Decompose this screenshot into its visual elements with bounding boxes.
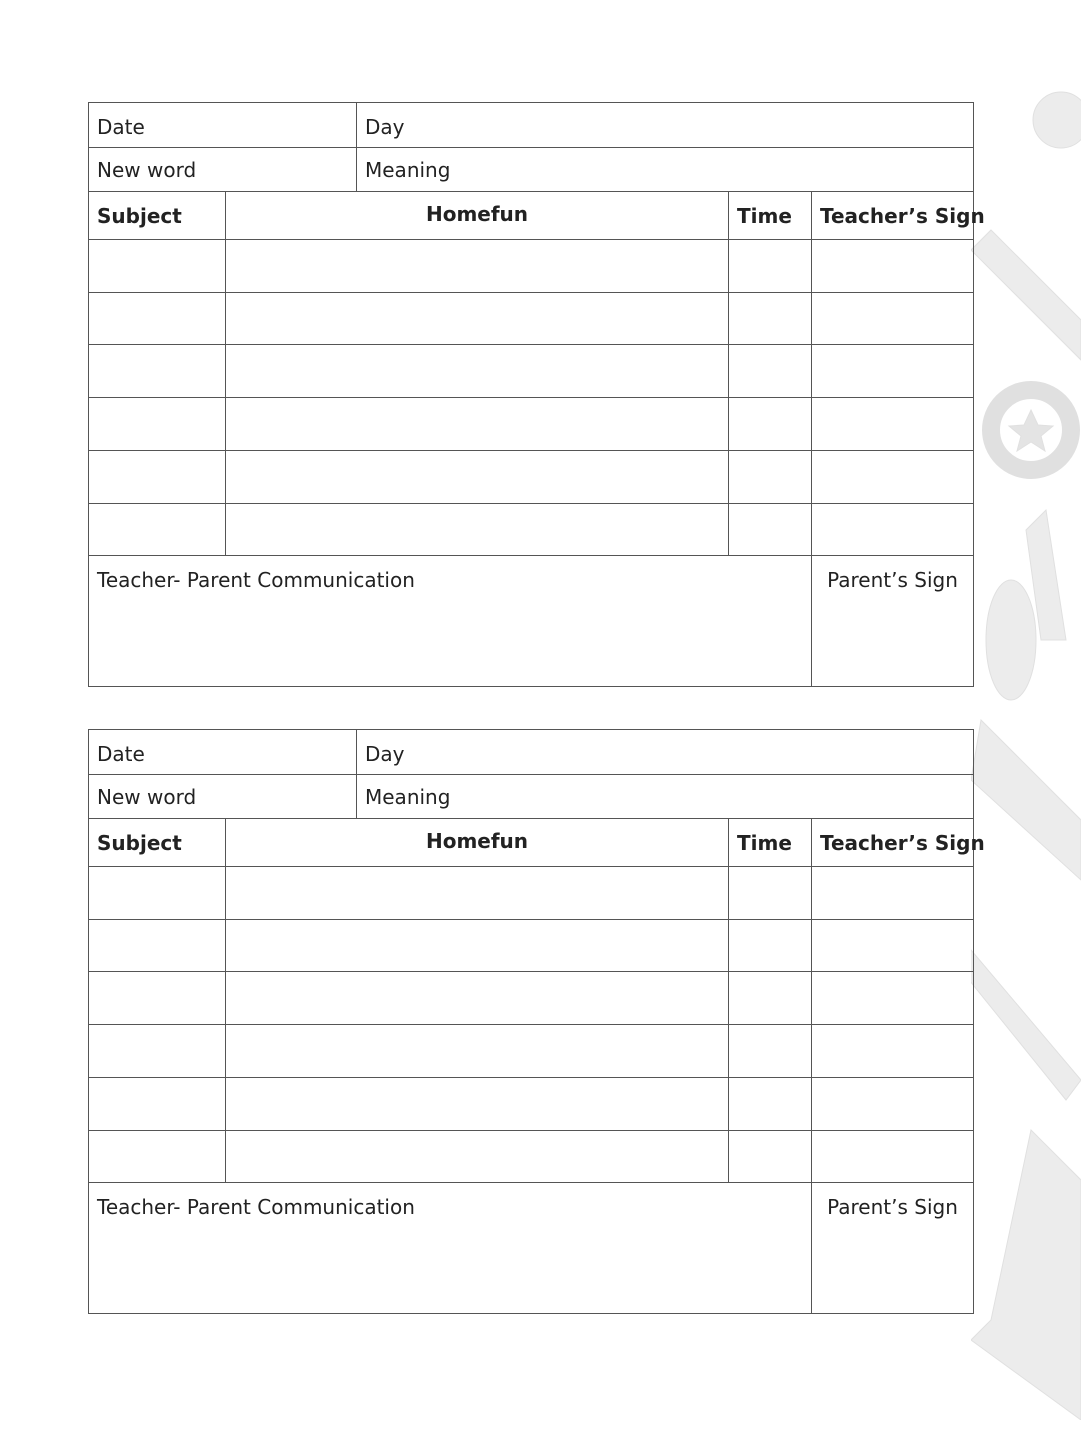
homefun-header-cell <box>225 191 729 240</box>
parents-sign-label: Parent’s Sign <box>827 568 958 592</box>
subject-header-cell <box>88 818 226 867</box>
teachers-sign-header-cell <box>811 818 985 867</box>
homefun-cell[interactable] <box>225 292 729 345</box>
meaning-label: Meaning <box>365 785 451 809</box>
teachers-sign-header: Teacher’s Sign <box>820 204 985 228</box>
meaning-field[interactable] <box>356 774 974 819</box>
homefun-cell[interactable] <box>225 971 729 1025</box>
meaning-field[interactable] <box>356 147 974 192</box>
date-label: Date <box>97 115 145 139</box>
time-cell[interactable] <box>728 866 812 920</box>
subject-header-cell <box>88 191 226 240</box>
new-word-field[interactable] <box>88 774 357 819</box>
homefun-cell[interactable] <box>225 1077 729 1131</box>
subject-cell[interactable] <box>88 239 226 293</box>
time-cell[interactable] <box>728 397 812 451</box>
teachers-sign-header-cell <box>811 191 985 240</box>
subject-cell[interactable] <box>88 397 226 451</box>
meaning-label: Meaning <box>365 158 451 182</box>
homefun-cell[interactable] <box>225 397 729 451</box>
teachers-sign-cell[interactable] <box>811 344 974 398</box>
communication-label: Teacher- Parent Communication <box>97 568 415 592</box>
subject-cell[interactable] <box>88 919 226 972</box>
subject-cell[interactable] <box>88 1077 226 1131</box>
new-word-field[interactable] <box>88 147 357 192</box>
subject-cell[interactable] <box>88 1024 226 1078</box>
homefun-cell[interactable] <box>225 503 729 556</box>
homefun-header: Homefun <box>425 829 529 853</box>
date-field[interactable] <box>88 729 357 775</box>
time-cell[interactable] <box>728 1024 812 1078</box>
time-cell[interactable] <box>728 239 812 293</box>
subject-header: Subject <box>97 204 182 228</box>
time-cell[interactable] <box>728 919 812 972</box>
teachers-sign-header: Teacher’s Sign <box>820 831 985 855</box>
day-field[interactable] <box>356 102 974 148</box>
subject-cell[interactable] <box>88 503 226 556</box>
new-word-label: New word <box>97 158 197 182</box>
homefun-cell[interactable] <box>225 1130 729 1183</box>
time-cell[interactable] <box>728 450 812 504</box>
time-cell[interactable] <box>728 292 812 345</box>
time-cell[interactable] <box>728 1077 812 1131</box>
teachers-sign-cell[interactable] <box>811 1130 974 1183</box>
subject-cell[interactable] <box>88 344 226 398</box>
teachers-sign-cell[interactable] <box>811 971 974 1025</box>
time-cell[interactable] <box>728 344 812 398</box>
homefun-cell[interactable] <box>225 1024 729 1078</box>
homefun-cell[interactable] <box>225 239 729 293</box>
teachers-sign-cell[interactable] <box>811 292 974 345</box>
school-supplies-watermark <box>971 80 1081 1420</box>
homework-planner-table <box>89 103 985 687</box>
homefun-cell[interactable] <box>225 919 729 972</box>
time-header: Time <box>737 204 792 228</box>
time-cell[interactable] <box>728 971 812 1025</box>
time-header-cell <box>728 191 812 240</box>
subject-cell[interactable] <box>88 971 226 1025</box>
homefun-cell[interactable] <box>225 344 729 398</box>
day-label: Day <box>365 115 405 139</box>
parents-sign-field[interactable] <box>811 555 974 687</box>
subject-cell[interactable] <box>88 1130 226 1183</box>
teacher-parent-communication-field[interactable] <box>88 555 812 687</box>
homework-planner-table <box>89 730 985 1314</box>
day-field[interactable] <box>356 729 974 775</box>
teachers-sign-cell[interactable] <box>811 866 974 920</box>
homefun-cell[interactable] <box>225 866 729 920</box>
teachers-sign-cell[interactable] <box>811 450 974 504</box>
teachers-sign-cell[interactable] <box>811 503 974 556</box>
teachers-sign-cell[interactable] <box>811 1024 974 1078</box>
subject-header: Subject <box>97 831 182 855</box>
time-cell[interactable] <box>728 503 812 556</box>
homefun-header-cell <box>225 818 729 867</box>
homefun-header: Homefun <box>425 202 529 226</box>
subject-cell[interactable] <box>88 292 226 345</box>
teachers-sign-cell[interactable] <box>811 919 974 972</box>
teacher-parent-communication-field[interactable] <box>88 1182 812 1314</box>
new-word-label: New word <box>97 785 197 809</box>
day-label: Day <box>365 742 405 766</box>
teachers-sign-cell[interactable] <box>811 397 974 451</box>
subject-cell[interactable] <box>88 450 226 504</box>
parents-sign-label: Parent’s Sign <box>827 1195 958 1219</box>
subject-cell[interactable] <box>88 866 226 920</box>
homefun-cell[interactable] <box>225 450 729 504</box>
time-header-cell <box>728 818 812 867</box>
date-label: Date <box>97 742 145 766</box>
teachers-sign-cell[interactable] <box>811 239 974 293</box>
time-header: Time <box>737 831 792 855</box>
teachers-sign-cell[interactable] <box>811 1077 974 1131</box>
parents-sign-field[interactable] <box>811 1182 974 1314</box>
communication-label: Teacher- Parent Communication <box>97 1195 415 1219</box>
date-field[interactable] <box>88 102 357 148</box>
time-cell[interactable] <box>728 1130 812 1183</box>
